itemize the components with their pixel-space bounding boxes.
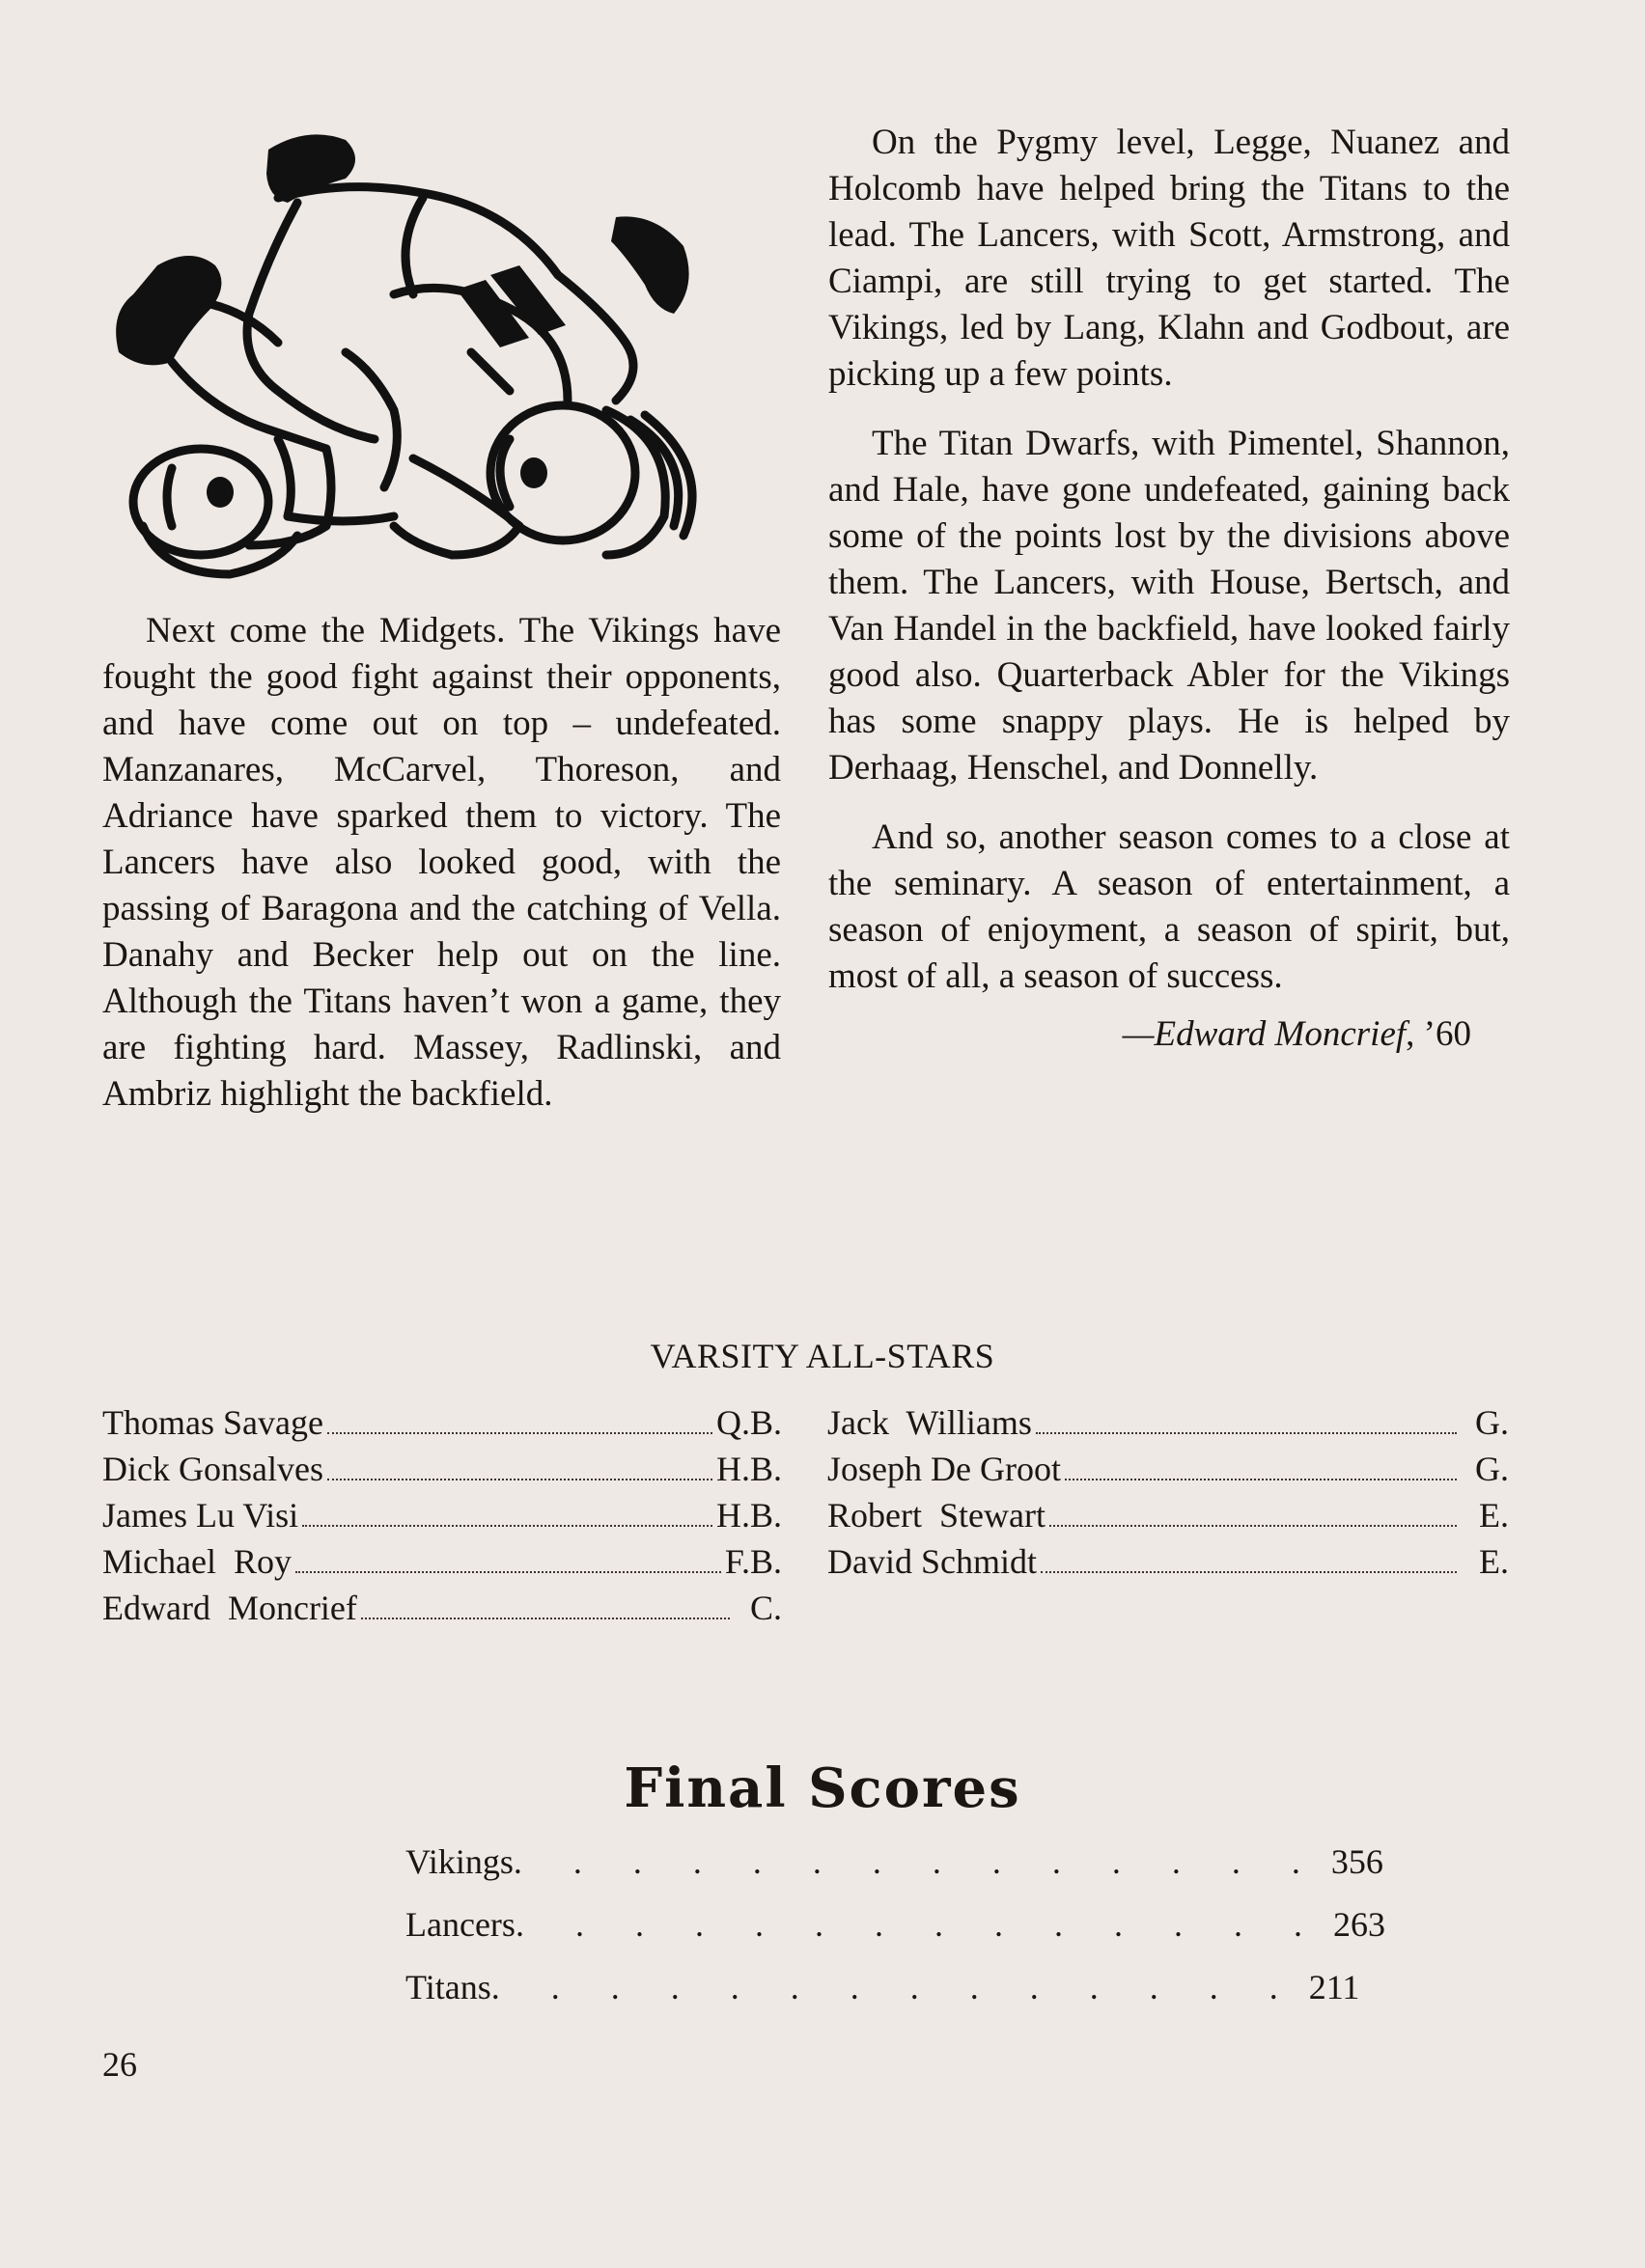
player-position: E. [1479, 1542, 1509, 1581]
team-score: 263 [1332, 1905, 1385, 1944]
paragraph: And so, another season comes to a close at the seminary. A season of entertainment, a season of enjoyment, a season of spirit, but, most of all, a season of success. [828, 817, 1510, 996]
dot-leader [327, 1479, 712, 1480]
dot-leader [327, 1432, 712, 1434]
team-name: Vikings [405, 1842, 514, 1881]
player-name: Dick Gonsalves [102, 1450, 323, 1488]
signature-name: —Edward Moncrief [1122, 1014, 1407, 1054]
dot-leader: . . . . . . . . . . . . . . [490, 1968, 1299, 2006]
roster-row [102, 1399, 782, 1446]
dot-leader: . . . . . . . . . . . . . . [513, 1842, 1322, 1881]
player-position: G. [1475, 1403, 1509, 1442]
signature-year: , ’60 [1406, 1014, 1471, 1054]
team-score: 356 [1330, 1842, 1383, 1881]
paragraph: Next come the Midgets. The Vikings have fought the good fight against their opponents, and have come out on top – undefeated. Manzanares, McCarvel, Thoreson, and Adriance have sparked them to victory. The Lancers have also looked good, with the passing of Baragona and the catching of Vella. Danahy and Becker help out on the line. Although the Titans haven’t won a game, they are fighting hard. Massey, Radlinski, and Ambriz highlight the backfield. [102, 611, 781, 1114]
score-row [405, 1841, 1383, 1904]
left-column-text [102, 608, 781, 1141]
dot-leader [1041, 1571, 1457, 1573]
player-name: Edward Moncrief [102, 1589, 357, 1627]
roster-row [102, 1446, 782, 1492]
paragraph: On the Pygmy level, Legge, Nuanez and Holcomb have helped bring the Titans to the lead. The Lancers, with Scott, Armstrong, and Ciampi, are still trying to get started. The Vikings, led by Lang, Klahn and Godbout, are picking up a few points. [828, 123, 1510, 394]
dot-leader [302, 1525, 712, 1527]
player-position: G. [1475, 1450, 1509, 1488]
player-position: C. [749, 1589, 782, 1627]
roster-row [827, 1399, 1509, 1446]
right-column-text [828, 120, 1510, 1058]
player-name: David Schmidt [827, 1542, 1037, 1581]
dot-leader [1036, 1432, 1457, 1434]
dot-leader [361, 1618, 730, 1619]
team-name: Titans [405, 1968, 491, 2006]
player-name: Jack Williams [827, 1403, 1032, 1442]
player-position: E. [1479, 1496, 1509, 1535]
roster-row [102, 1538, 782, 1585]
player-position: F.B. [724, 1542, 782, 1581]
dot-leader [295, 1571, 721, 1573]
player-position: H.B. [715, 1496, 782, 1535]
dot-leader [1065, 1479, 1457, 1480]
dot-leader [1049, 1525, 1457, 1527]
final-scores-table [405, 1841, 1385, 2030]
all-stars-left-list [102, 1399, 782, 1631]
roster-row [827, 1492, 1509, 1538]
cleat-right [611, 216, 689, 314]
paragraph: The Titan Dwarfs, with Pimentel, Shannon, and Hale, have gone undefeated, gaining back some of the points lost by the divisions above them. The Lancers, with House, Bertsch, and Van Handel in the backfield, have looked fairly good also. Quarterback Abler for the Vikings has some snappy plays. He is helped by Derhaag, Henschel, and Donnelly. [828, 424, 1510, 788]
score-row [405, 1967, 1360, 2030]
score-row [405, 1904, 1385, 1967]
player-position: H.B. [715, 1450, 782, 1488]
player-name: Robert Stewart [827, 1496, 1046, 1535]
helmet-eye-left [207, 477, 234, 508]
roster-row [102, 1585, 782, 1631]
roster-row [827, 1538, 1509, 1585]
dot-leader: . . . . . . . . . . . . . . [515, 1905, 1324, 1944]
roster-row [827, 1446, 1509, 1492]
team-name: Lancers [405, 1905, 516, 1944]
team-score: 211 [1308, 1968, 1360, 2006]
roster-row [102, 1492, 782, 1538]
cleat-left [116, 256, 221, 365]
football-pileup-illustration [104, 121, 741, 598]
player-name: Joseph De Groot [827, 1450, 1061, 1488]
author-signature [828, 1011, 1510, 1058]
player-name: Thomas Savage [102, 1403, 323, 1442]
player-name: James Lu Visi [102, 1496, 299, 1535]
player-name: Michael Roy [102, 1542, 292, 1581]
all-stars-right-list [827, 1399, 1509, 1585]
final-scores-title: Final Scores [624, 1756, 1021, 1820]
helmet-eye-right [520, 457, 547, 488]
varsity-all-stars-title: VARSITY ALL-STARS [650, 1337, 995, 1375]
page-number: 26 [102, 2045, 137, 2084]
player-position: Q.B. [715, 1403, 782, 1442]
